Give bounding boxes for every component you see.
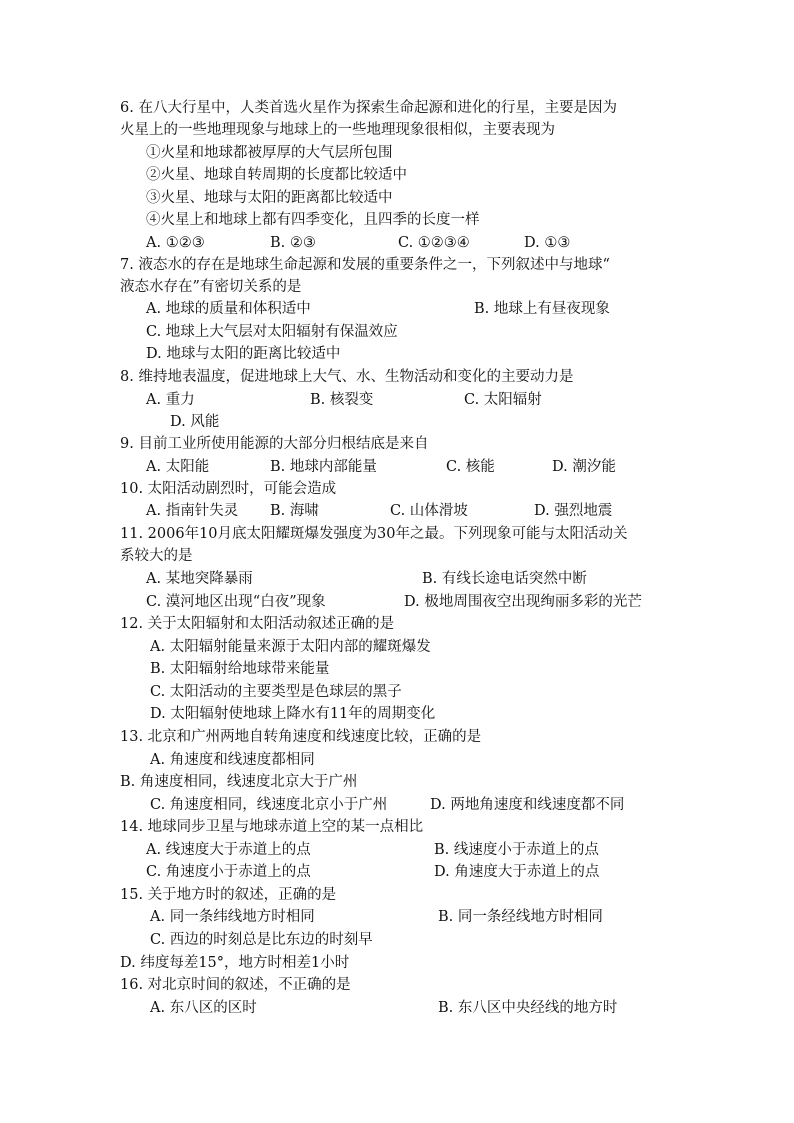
q7-stem-line1: 7. 液态水的存在是地球生命起源和发展的重要条件之一，下列叙述中与地球“: [120, 257, 610, 273]
q7-option-c: C. 地球上大气层对太阳辐射有保温效应: [146, 324, 398, 340]
q15-option-c: C. 西边的时刻总是比东边的时刻早: [150, 932, 373, 948]
q11-option-d: D. 极地周围夜空出现绚丽多彩的光芒: [404, 594, 642, 610]
q8-option-a: A. 重力: [146, 392, 195, 408]
q6-stem-line2: 火星上的一些地理现象与地球上的一些地理现象很相似，主要表现为: [120, 122, 555, 138]
q15-option-b: B. 同一条经线地方时相同: [438, 909, 603, 925]
q12-option-b: B. 太阳辐射给地球带来能量: [150, 661, 330, 677]
q15-option-d: D. 纬度每差15°，地方时相差1小时: [120, 955, 350, 971]
q10-option-c: C. 山体滑坡: [390, 503, 468, 519]
q15-option-a: A. 同一条纬线地方时相同: [150, 909, 315, 925]
q9-stem: 9. 目前工业所使用能源的大部分归根结底是来自: [120, 436, 429, 452]
q6-statement-4: ④火星上和地球上都有四季变化，且四季的长度一样: [146, 212, 480, 228]
q10-stem: 10. 太阳活动剧烈时，可能会造成: [120, 481, 337, 497]
q14-option-b: B. 线速度小于赤道上的点: [434, 842, 599, 858]
q13-option-a: A. 角速度和线速度都相同: [150, 752, 315, 768]
q11-stem-line2: 系较大的是: [120, 548, 193, 564]
q6-statement-2: ②火星、地球自转周期的长度都比较适中: [146, 167, 407, 183]
q11-option-b: B. 有线长途电话突然中断: [422, 571, 587, 587]
q11-stem-line1: 11. 2006年10月底太阳耀斑爆发强度为30年之最。下列现象可能与太阳活动关: [120, 526, 628, 542]
q13-stem: 13. 北京和广州两地自转角速度和线速度比较，正确的是: [120, 729, 482, 745]
q8-option-c: C. 太阳辐射: [464, 392, 542, 408]
q7-option-d: D. 地球与太阳的距离比较适中: [146, 346, 341, 362]
q16-option-b: B. 东八区中央经线的地方时: [438, 1000, 618, 1016]
q11-option-c: C. 漠河地区出现“白夜”现象: [146, 594, 326, 610]
q10-option-d: D. 强烈地震: [534, 503, 613, 519]
q10-option-a: A. 指南针失灵: [146, 503, 239, 519]
q9-option-b: B. 地球内部能量: [270, 459, 377, 475]
q10-option-b: B. 海啸: [270, 503, 319, 519]
q14-option-d: D. 角速度大于赤道上的点: [434, 864, 600, 880]
q12-stem: 12. 关于太阳辐射和太阳活动叙述正确的是: [120, 616, 395, 632]
q13-option-c: C. 角速度相同，线速度北京小于广州: [150, 797, 388, 813]
q6-stem-line1: 6. 在八大行星中，人类首选火星作为探索生命起源和进化的行星，主要是因为: [120, 100, 617, 116]
q8-stem: 8. 维持地表温度，促进地球上大气、水、生物活动和变化的主要动力是: [120, 369, 574, 385]
q9-option-c: C. 核能: [446, 459, 495, 475]
q14-option-a: A. 线速度大于赤道上的点: [146, 842, 311, 858]
q6-option-c: C. ①②③④: [398, 235, 470, 251]
q8-option-b: B. 核裂变: [310, 392, 374, 408]
q11-option-a: A. 某地突降暴雨: [146, 571, 253, 587]
q12-option-c: C. 太阳活动的主要类型是色球层的黑子: [150, 684, 402, 700]
q15-stem: 15. 关于地方时的叙述，正确的是: [120, 887, 337, 903]
q6-statement-1: ①火星和地球都被厚厚的大气层所包围: [146, 145, 393, 161]
q6-option-d: D. ①③: [524, 235, 571, 251]
q8-option-d: D. 风能: [170, 414, 220, 430]
q7-option-a: A. 地球的质量和体积适中: [146, 301, 311, 317]
q12-option-a: A. 太阳辐射能量来源于太阳内部的耀斑爆发: [150, 639, 431, 655]
q6-statement-3: ③火星、地球与太阳的距离都比较适中: [146, 190, 393, 206]
q7-option-b: B. 地球上有昼夜现象: [474, 301, 610, 317]
q14-option-c: C. 角速度小于赤道上的点: [146, 864, 311, 880]
q13-option-b: B. 角速度相同，线速度北京大于广州: [120, 774, 358, 790]
q9-option-a: A. 太阳能: [146, 459, 210, 475]
q12-option-d: D. 太阳辐射使地球上降水有11年的周期变化: [150, 706, 436, 722]
q9-option-d: D. 潮汐能: [552, 459, 616, 475]
q14-stem: 14. 地球同步卫星与地球赤道上空的某一点相比: [120, 819, 424, 835]
q13-option-d: D. 两地角速度和线速度都不同: [430, 797, 625, 813]
q16-stem: 16. 对北京时间的叙述，不正确的是: [120, 977, 351, 993]
q16-option-a: A. 东八区的区时: [150, 1000, 257, 1016]
q7-stem-line2: 液态水存在”有密切关系的是: [120, 279, 302, 295]
q6-option-a: A. ①②③: [146, 235, 205, 251]
q6-option-b: B. ②③: [270, 235, 316, 251]
